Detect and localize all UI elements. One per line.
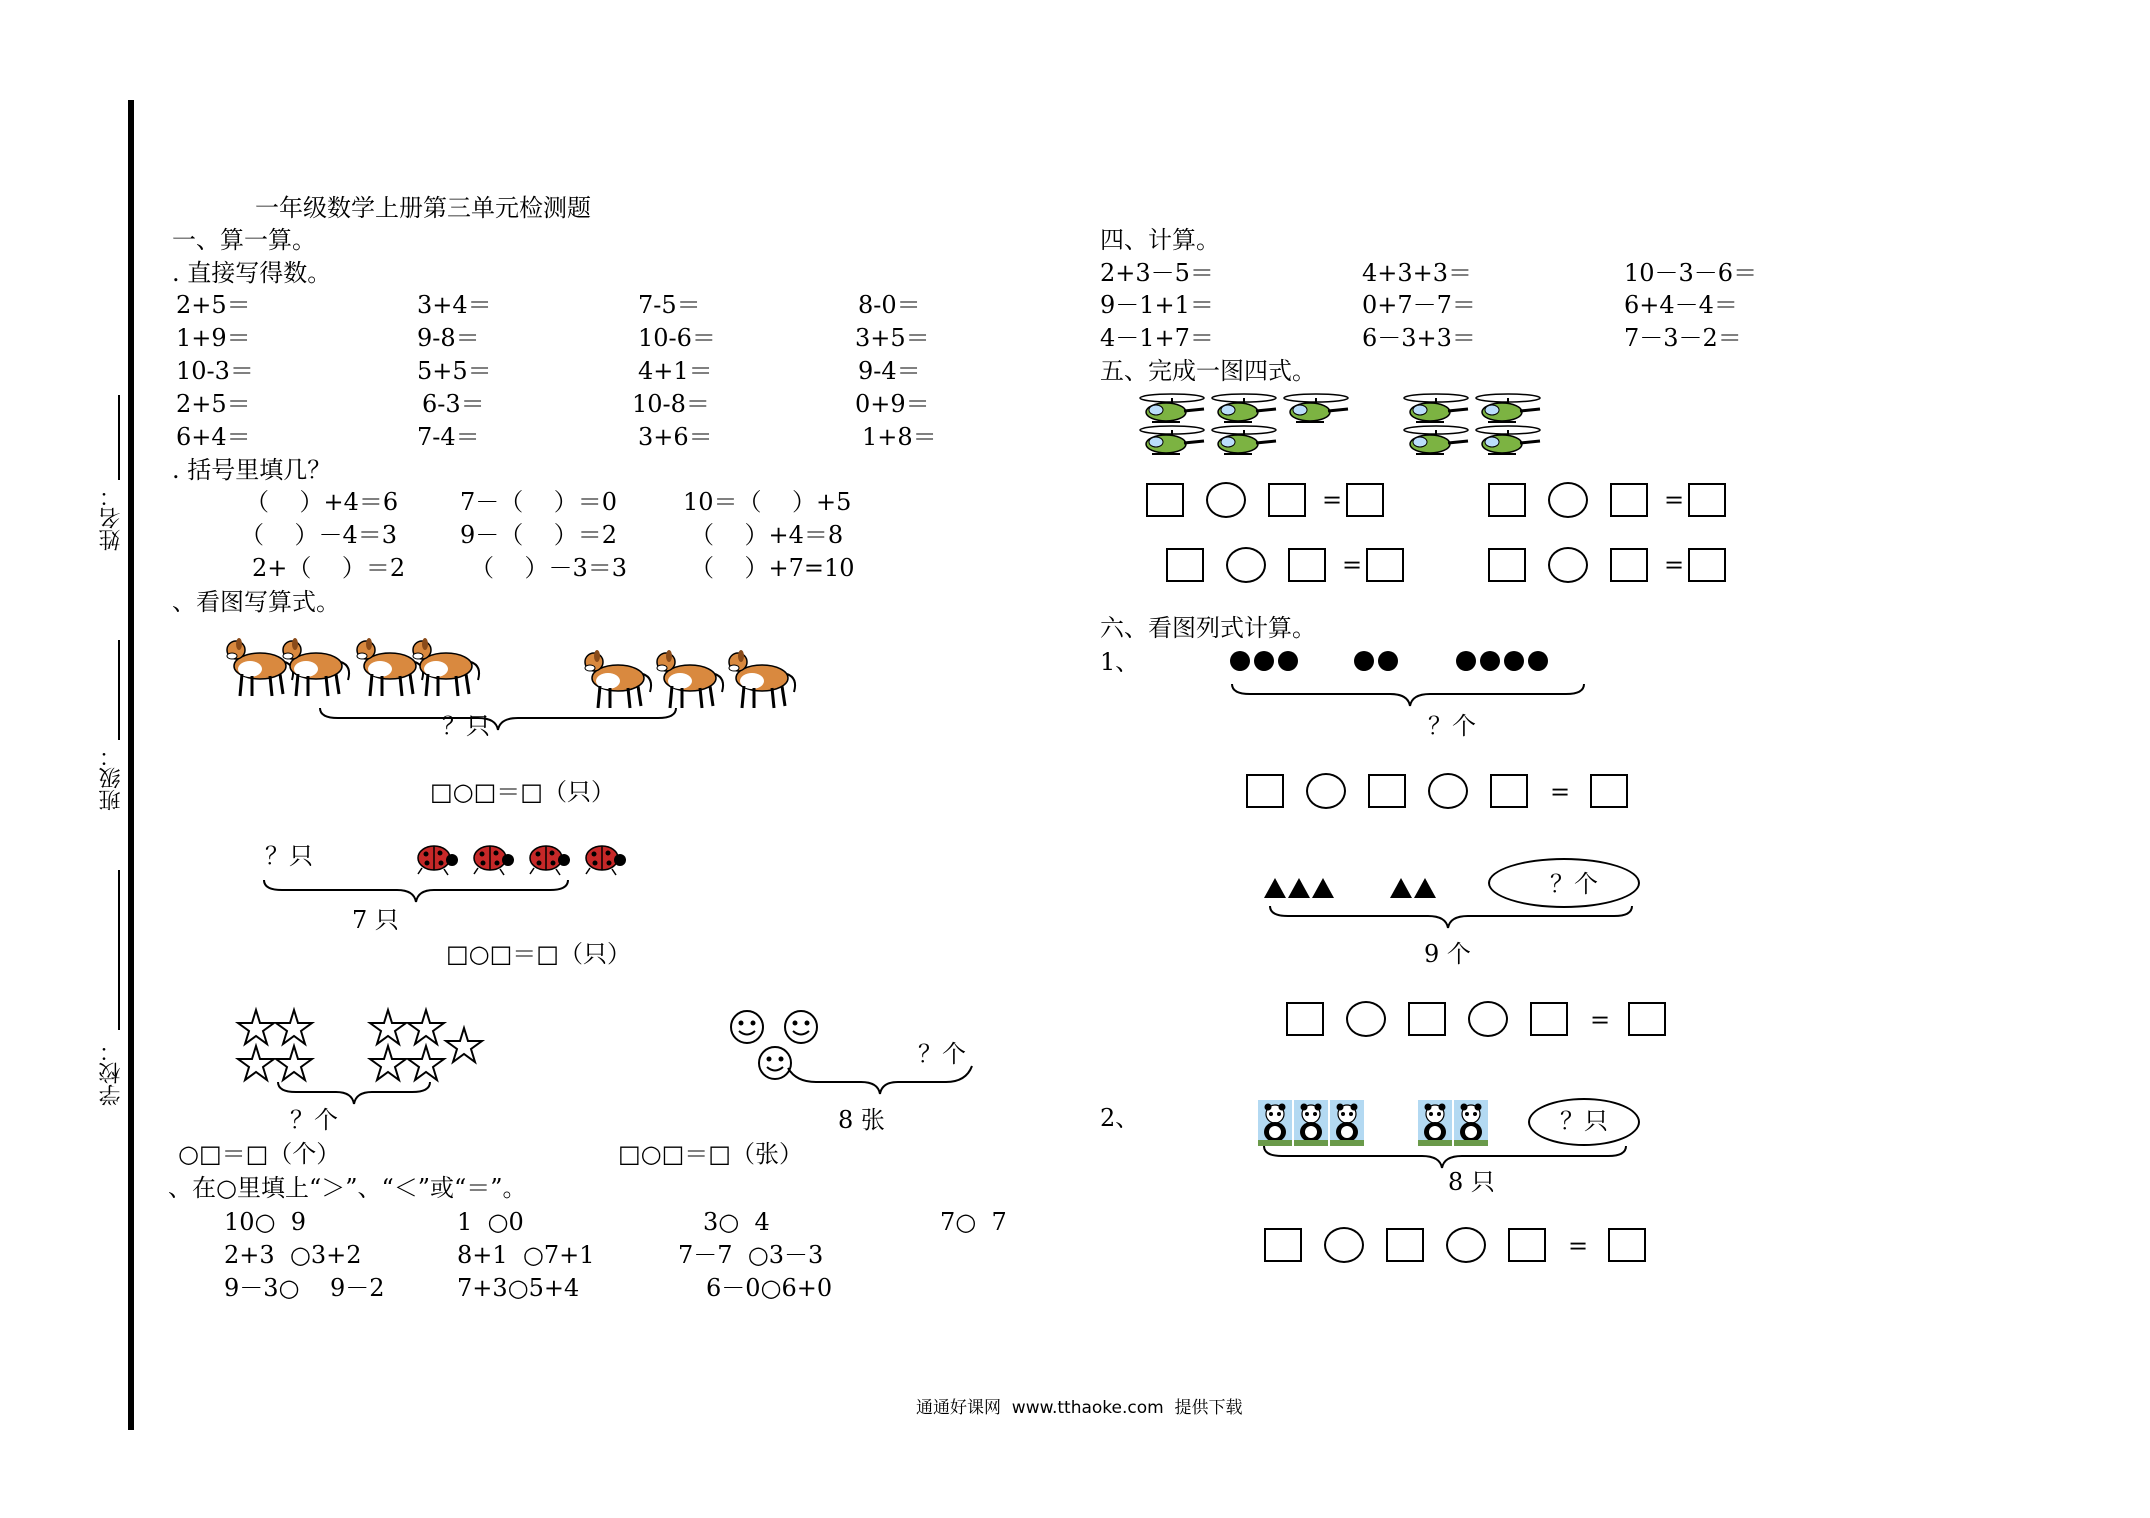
problem: 10○ 9 (224, 1208, 307, 1236)
answer-box[interactable] (1166, 548, 1204, 582)
answer-box[interactable] (1408, 1002, 1446, 1036)
school-label: 学校： (99, 1040, 124, 1106)
answer-box[interactable] (1346, 483, 1384, 517)
problem: （ ）+7=10 (690, 554, 855, 582)
triangle (1414, 878, 1436, 898)
star-icons (236, 1006, 496, 1086)
pandas-total-label: 8 只 (1448, 1168, 1495, 1196)
equals-sign: = (1664, 551, 1685, 579)
dot (1254, 651, 1274, 671)
problem: 9-8＝ (417, 324, 480, 352)
problem: 7-5＝ (638, 291, 701, 319)
faces-total-label: 8 张 (838, 1106, 885, 1134)
triangle (1264, 878, 1286, 898)
problem: 4+3+3＝ (1362, 259, 1473, 287)
dot (1456, 651, 1476, 671)
section-6-heading: 六、看图列式计算。 (1100, 614, 1316, 642)
ladybugs-brace (262, 878, 572, 908)
operator-circle[interactable] (1446, 1227, 1486, 1263)
problem: 3+5＝ (855, 324, 930, 352)
problem: 3+4＝ (417, 291, 492, 319)
dogs-question-label: ？只 (442, 712, 490, 740)
problem: 7－7 ○3－3 (678, 1241, 824, 1269)
problem: 9－1+1＝ (1100, 291, 1214, 319)
problem: 0+7－7＝ (1362, 291, 1476, 319)
dot (1378, 651, 1398, 671)
answer-box[interactable] (1288, 548, 1326, 582)
answer-box[interactable] (1610, 483, 1648, 517)
ladybugs-total-label: 7 只 (352, 906, 399, 934)
equals-sign: = (1568, 1232, 1589, 1260)
q2-number: 2、 (1100, 1104, 1140, 1132)
section-4-heading: 四、计算。 (1100, 226, 1220, 254)
problem: 2+5＝ (176, 390, 251, 418)
problem: 7－（ ）＝0 (460, 488, 618, 516)
section-5-heading: 五、完成一图四式。 (1100, 357, 1316, 385)
section-2-heading: 、看图写算式。 (172, 588, 340, 616)
answer-box[interactable] (1246, 774, 1284, 808)
name-blank (118, 395, 120, 480)
problem: 10-8＝ (632, 390, 710, 418)
problem: 10－3－6＝ (1624, 259, 1758, 287)
dots-question-label: ？个 (1428, 712, 1476, 740)
problem: 9－（ ）＝2 (460, 521, 618, 549)
answer-box[interactable] (1488, 548, 1526, 582)
problem: 1+9＝ (176, 324, 251, 352)
ladybug-icons (412, 838, 632, 878)
answer-box[interactable] (1628, 1002, 1666, 1036)
faces-brace (786, 1064, 976, 1100)
problem: （ ）+4＝8 (690, 521, 844, 549)
problem: 2+5＝ (176, 291, 251, 319)
answer-box[interactable] (1146, 483, 1184, 517)
operator-circle[interactable] (1428, 773, 1468, 809)
answer-box[interactable] (1268, 483, 1306, 517)
answer-box[interactable] (1688, 548, 1726, 582)
problem: 6-3＝ (422, 390, 485, 418)
section-3-heading: 、在○里填上“＞”、“＜”或“＝”。 (168, 1174, 527, 1202)
helicopter-icons (1138, 388, 1578, 468)
dog-icons (228, 630, 808, 710)
operator-circle[interactable] (1548, 482, 1588, 518)
dogs-equation: □○□＝□（只） (430, 778, 615, 806)
dots-brace (1230, 682, 1590, 712)
problem: 8+1 ○7+1 (457, 1241, 595, 1269)
footer-source: 通通好课网 www.tthaoke.com 提供下载 (916, 1398, 1243, 1418)
equals-sign: = (1550, 778, 1571, 806)
problem: 4+1＝ (638, 357, 713, 385)
operator-circle[interactable] (1324, 1227, 1364, 1263)
problem: 2+（ ）＝2 (252, 554, 406, 582)
answer-box[interactable] (1508, 1228, 1546, 1262)
panda-icons (1258, 1098, 1498, 1150)
answer-box[interactable] (1366, 548, 1404, 582)
answer-box[interactable] (1608, 1228, 1646, 1262)
equals-sign: = (1590, 1006, 1611, 1034)
equals-sign: = (1322, 486, 1343, 514)
operator-circle[interactable] (1226, 547, 1266, 583)
stars-question-label: ？个 (290, 1106, 338, 1134)
problem: 7○ 7 (940, 1208, 1007, 1236)
answer-box[interactable] (1264, 1228, 1302, 1262)
problem: 1+8＝ (862, 423, 937, 451)
answer-box[interactable] (1490, 774, 1528, 808)
pandas-brace (1262, 1144, 1632, 1174)
problem: 5+5＝ (417, 357, 492, 385)
part-1-heading: . 直接写得数。 (172, 259, 332, 287)
problem: 1 ○0 (457, 1208, 524, 1236)
section-1-heading: 一、算一算。 (172, 226, 316, 254)
problem: 6+4－4＝ (1624, 291, 1738, 319)
answer-box[interactable] (1286, 1002, 1324, 1036)
answer-box[interactable] (1488, 483, 1526, 517)
problem: 9-4＝ (858, 357, 921, 385)
operator-circle[interactable] (1468, 1001, 1508, 1037)
problem: （ ）+4＝6 (245, 488, 399, 516)
answer-box[interactable] (1688, 483, 1726, 517)
operator-circle[interactable] (1306, 773, 1346, 809)
triangle (1288, 878, 1310, 898)
problem: 7+3○5+4 (457, 1274, 580, 1302)
dot (1504, 651, 1524, 671)
problem: 6+4＝ (176, 423, 251, 451)
operator-circle[interactable] (1206, 482, 1246, 518)
dot (1354, 651, 1374, 671)
problem: 8-0＝ (858, 291, 921, 319)
problem: 0+9＝ (855, 390, 930, 418)
operator-circle[interactable] (1346, 1001, 1386, 1037)
answer-box[interactable] (1590, 774, 1628, 808)
ladybugs-equation: □○□＝□（只） (446, 940, 631, 968)
dogs-brace (318, 706, 678, 736)
problem: 2+3 ○3+2 (224, 1241, 362, 1269)
equals-sign: = (1342, 551, 1363, 579)
school-blank (118, 870, 120, 1030)
name-label: 姓名： (99, 485, 124, 551)
answer-box[interactable] (1530, 1002, 1568, 1036)
equals-sign: = (1664, 486, 1685, 514)
operator-circle[interactable] (1548, 547, 1588, 583)
part-2-heading: . 括号里填几？ (172, 456, 332, 484)
problem: 7-4＝ (417, 423, 480, 451)
problem: 3+6＝ (638, 423, 713, 451)
faces-equation: □○□＝□（张） (618, 1140, 803, 1168)
problem: （ ）－3＝3 (470, 554, 628, 582)
triangle (1390, 878, 1412, 898)
problem: 7－3－2＝ (1624, 324, 1742, 352)
problem: 10-6＝ (638, 324, 716, 352)
problem: 6－3+3＝ (1362, 324, 1476, 352)
problem: 2+3－5＝ (1100, 259, 1214, 287)
problem: 9－3○ 9－2 (224, 1274, 385, 1302)
problem: 10-3＝ (176, 357, 254, 385)
class-label: 班级： (99, 745, 124, 811)
problem: （ ）－4＝3 (240, 521, 398, 549)
dot (1480, 651, 1500, 671)
triangles-question-label: ？个 (1550, 870, 1598, 898)
answer-box[interactable] (1386, 1228, 1424, 1262)
triangles-total-label: 9 个 (1424, 940, 1471, 968)
ladybugs-question-label: ？只 (265, 842, 313, 870)
pandas-question-label: ？只 (1560, 1107, 1608, 1135)
problem: 4－1+7＝ (1100, 324, 1214, 352)
dot (1278, 651, 1298, 671)
problem: 10＝（ ）+5 (683, 488, 852, 516)
q1-number: 1、 (1100, 648, 1140, 676)
answer-box[interactable] (1610, 548, 1648, 582)
binding-line (128, 100, 134, 1430)
page-title: 一年级数学上册第三单元检测题 (255, 194, 591, 222)
class-blank (118, 640, 120, 740)
dot (1528, 651, 1548, 671)
stars-equation: ○□＝□（个） (178, 1140, 341, 1168)
answer-box[interactable] (1368, 774, 1406, 808)
triangle (1312, 878, 1334, 898)
problem: 3○ 4 (703, 1208, 770, 1236)
dot (1230, 651, 1250, 671)
faces-question-label: ？个 (918, 1040, 966, 1068)
triangles-brace (1268, 904, 1638, 934)
problem: 6－0○6+0 (706, 1274, 833, 1302)
